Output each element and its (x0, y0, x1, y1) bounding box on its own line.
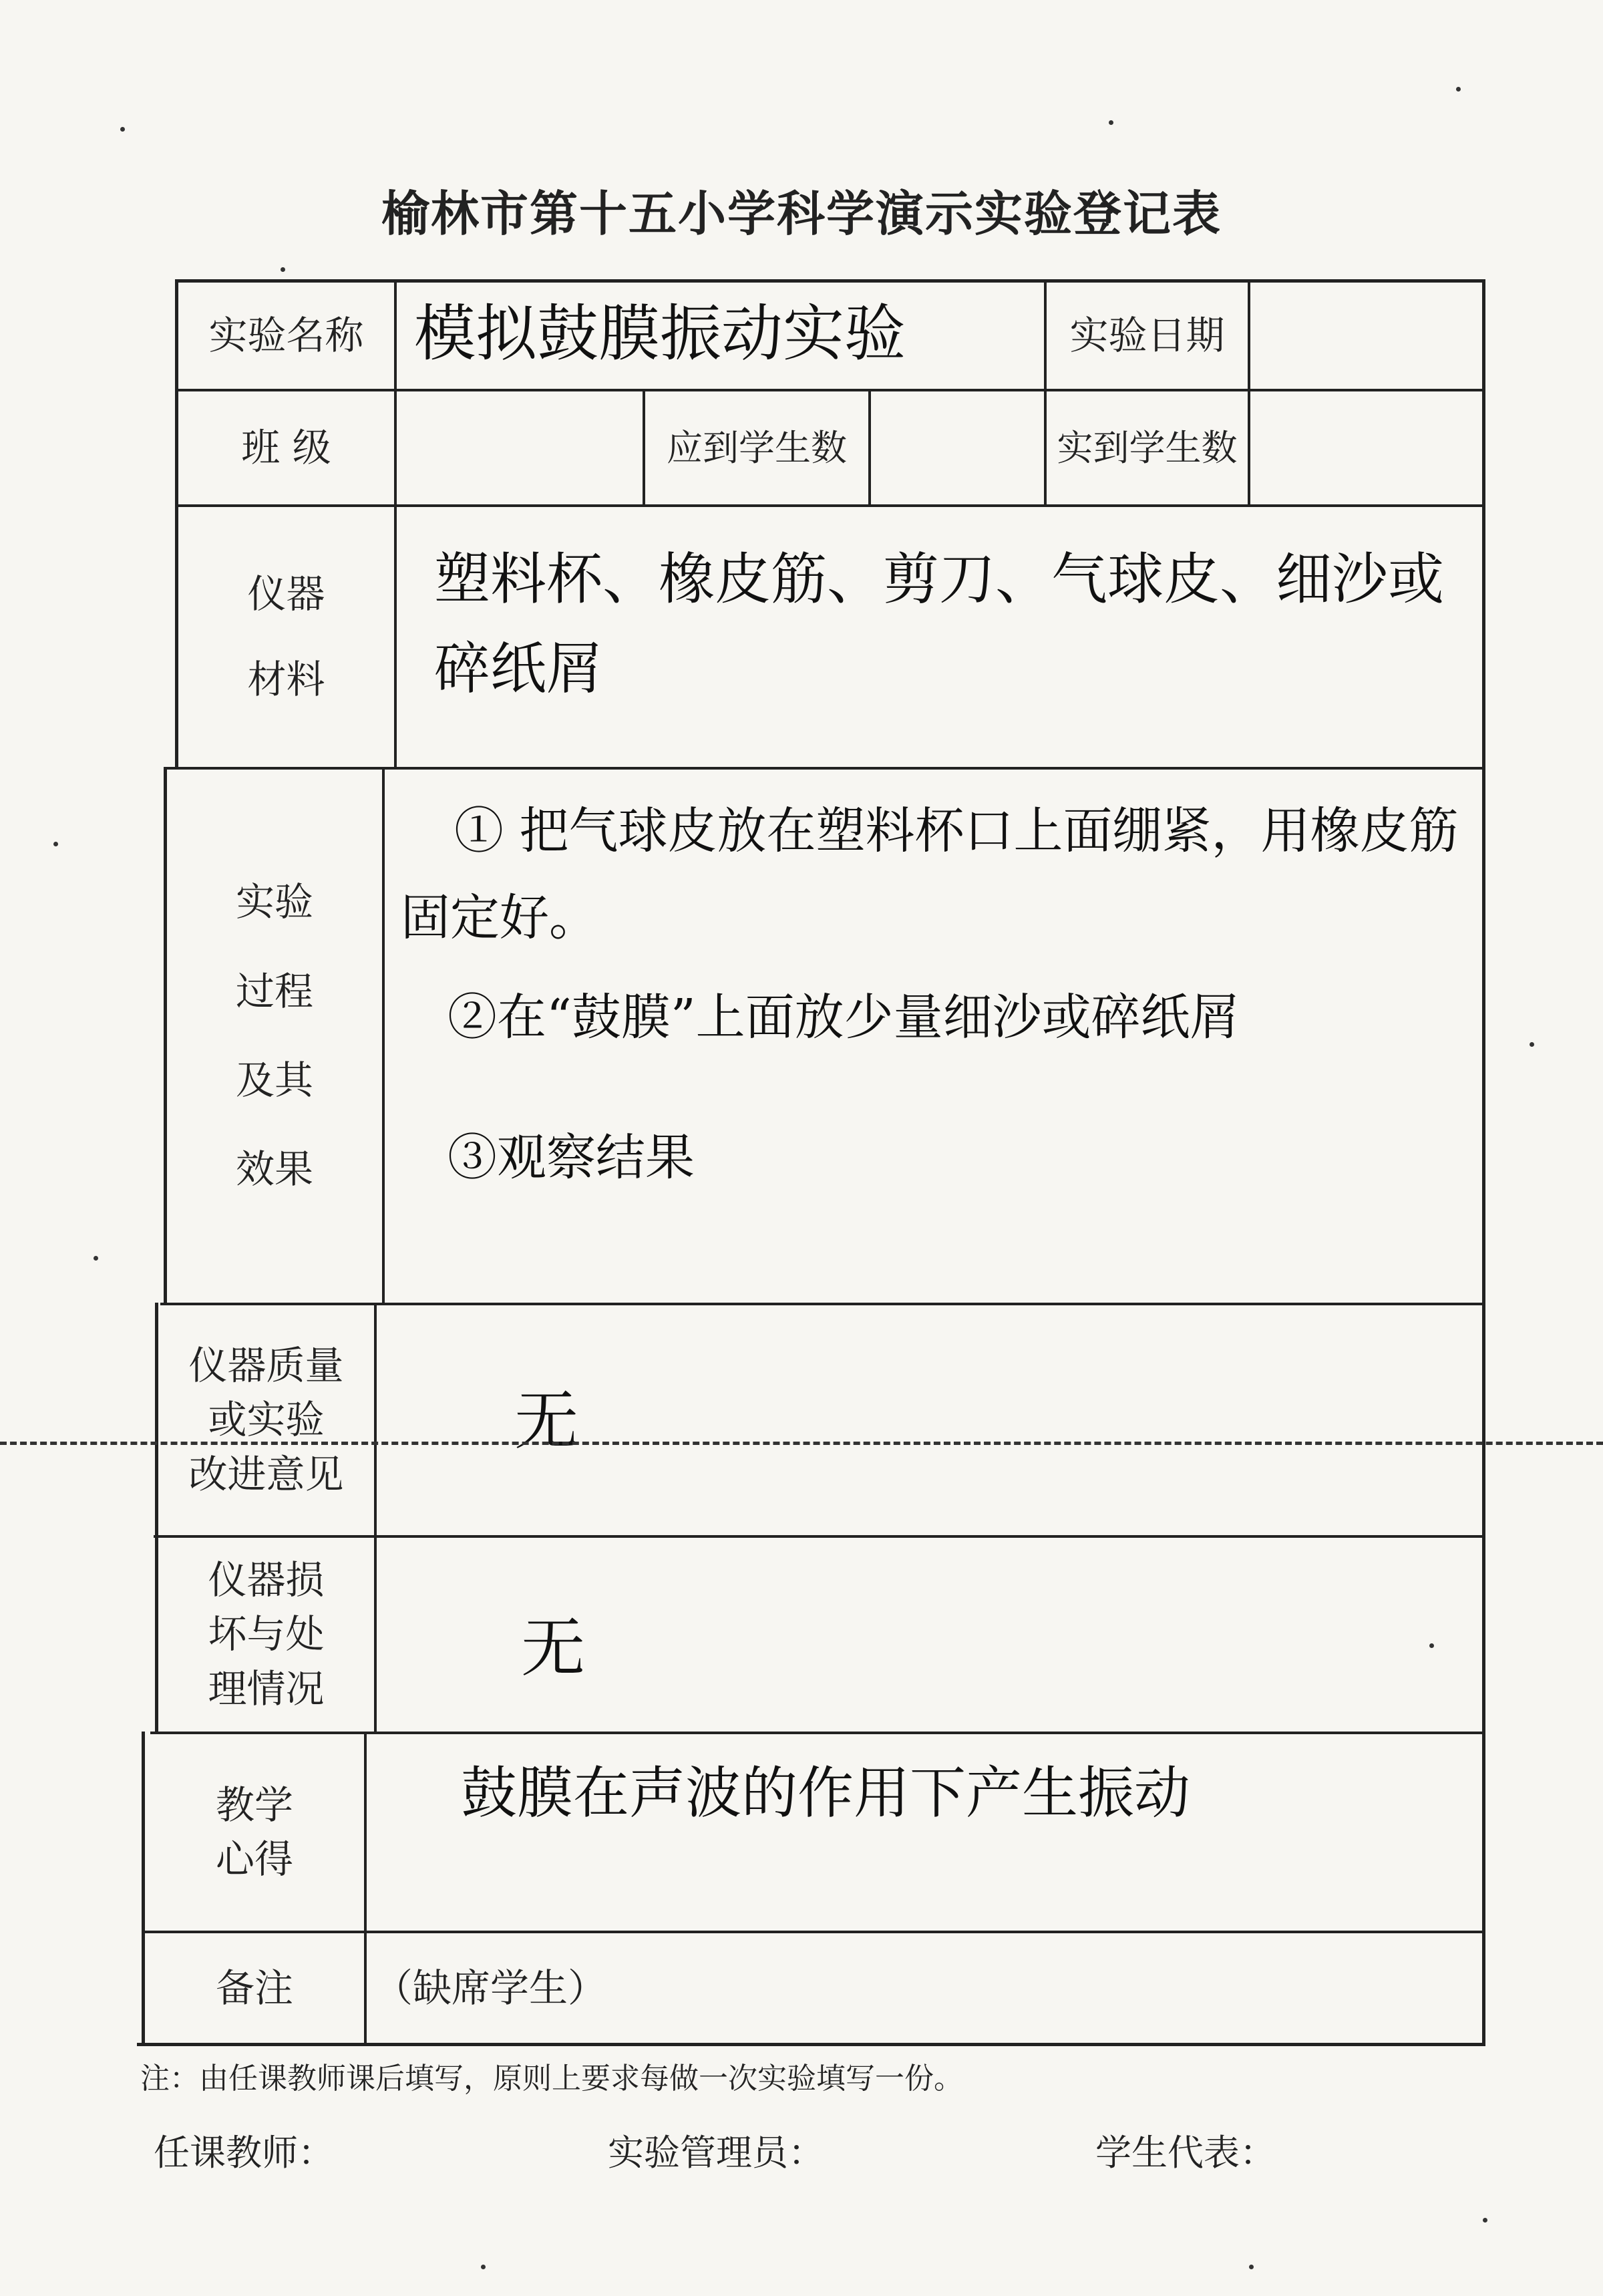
process-label-line: 实验 (235, 879, 313, 925)
quality-label (158, 1305, 374, 1535)
experiment-name-value: 模拟鼓膜振动实验 (414, 298, 906, 369)
materials-line: 塑料杯、橡皮筋、剪刀、气球皮、细沙或 (434, 546, 1445, 612)
scan-speck (1249, 2265, 1254, 2269)
table-border-right (1482, 279, 1485, 2046)
process-step: ②在“鼓膜”上面放少量细沙或碎纸屑 (448, 989, 1240, 1046)
teaching-label-line: 心得 (215, 1836, 293, 1882)
materials-label-line: 材料 (247, 656, 325, 702)
process-label (167, 770, 382, 1303)
materials-value (434, 534, 1444, 714)
process-label-line: 过程 (235, 968, 313, 1014)
scan-speck (481, 2265, 486, 2269)
teaching-value: 鼓膜在声波的作用下产生振动 (461, 1760, 1191, 1826)
scan-speck (1109, 120, 1113, 125)
remarks-value: （缺席学生） (374, 1965, 607, 2011)
process-label-line: 效果 (235, 1146, 313, 1192)
damage-label-line: 仪器损 (208, 1557, 325, 1603)
damage-label-line: 坏与处 (208, 1611, 325, 1657)
label-column-divider (382, 767, 385, 1304)
quality-value: 无 (514, 1383, 578, 1458)
process-value (401, 788, 1459, 1201)
class-label: 班 级 (241, 425, 331, 471)
teaching-label (145, 1734, 364, 1931)
expected-students-value (871, 391, 1044, 504)
form-note: 注：由任课教师课后填写，原则上要求每做一次实验填写一份。 (140, 2062, 963, 2096)
process-step: 固定好。 (401, 888, 598, 947)
scan-speck (94, 1256, 98, 1261)
label-column-divider (364, 1732, 367, 2045)
quality-label-line: 改进意见 (188, 1451, 344, 1497)
damage-label (158, 1538, 374, 1732)
quality-label-line: 或实验 (208, 1397, 325, 1443)
process-label-line: 及其 (235, 1057, 313, 1103)
materials-label (178, 507, 394, 767)
process-step: ① 把气球皮放在塑料杯口上面绷紧，用橡皮筋 (454, 802, 1459, 860)
teaching-label-line: 教学 (215, 1782, 293, 1828)
remarks-label: 备注 (215, 1965, 293, 2011)
form-title: 榆林市第十五小学科学演示实验登记表 (381, 186, 1222, 242)
scan-speck (281, 267, 285, 272)
experiment-name-label: 实验名称 (208, 313, 364, 359)
actual-students-value (1250, 391, 1482, 504)
scan-speck (1483, 2218, 1487, 2223)
materials-label-line: 仪器 (247, 570, 325, 617)
student-rep-signature-label: 学生代表： (1095, 2132, 1276, 2174)
scan-speck (1530, 1042, 1534, 1047)
materials-line: 碎纸屑 (434, 636, 603, 702)
experiment-date-label: 实验日期 (1069, 313, 1225, 359)
label-column-divider (374, 1303, 377, 1733)
lab-admin-signature-label: 实验管理员： (608, 2132, 824, 2174)
scan-speck (1456, 87, 1461, 92)
actual-students-label: 实到学生数 (1057, 426, 1238, 469)
scan-speck (53, 842, 58, 846)
expected-students-label: 应到学生数 (667, 426, 847, 469)
table-border-bottom (137, 2043, 1485, 2046)
process-step: ③观察结果 (448, 1128, 695, 1186)
teacher-signature-label: 任课教师： (154, 2132, 334, 2174)
damage-label-line: 理情况 (208, 1665, 325, 1711)
scan-speck (120, 127, 125, 132)
class-value (397, 391, 643, 504)
scan-speck (1429, 1643, 1434, 1648)
scan-fold-line (0, 1442, 1603, 1445)
label-column-divider (394, 279, 397, 768)
experiment-date-value (1250, 283, 1482, 389)
quality-label-line: 仪器质量 (188, 1343, 344, 1389)
damage-value: 无 (521, 1611, 585, 1685)
